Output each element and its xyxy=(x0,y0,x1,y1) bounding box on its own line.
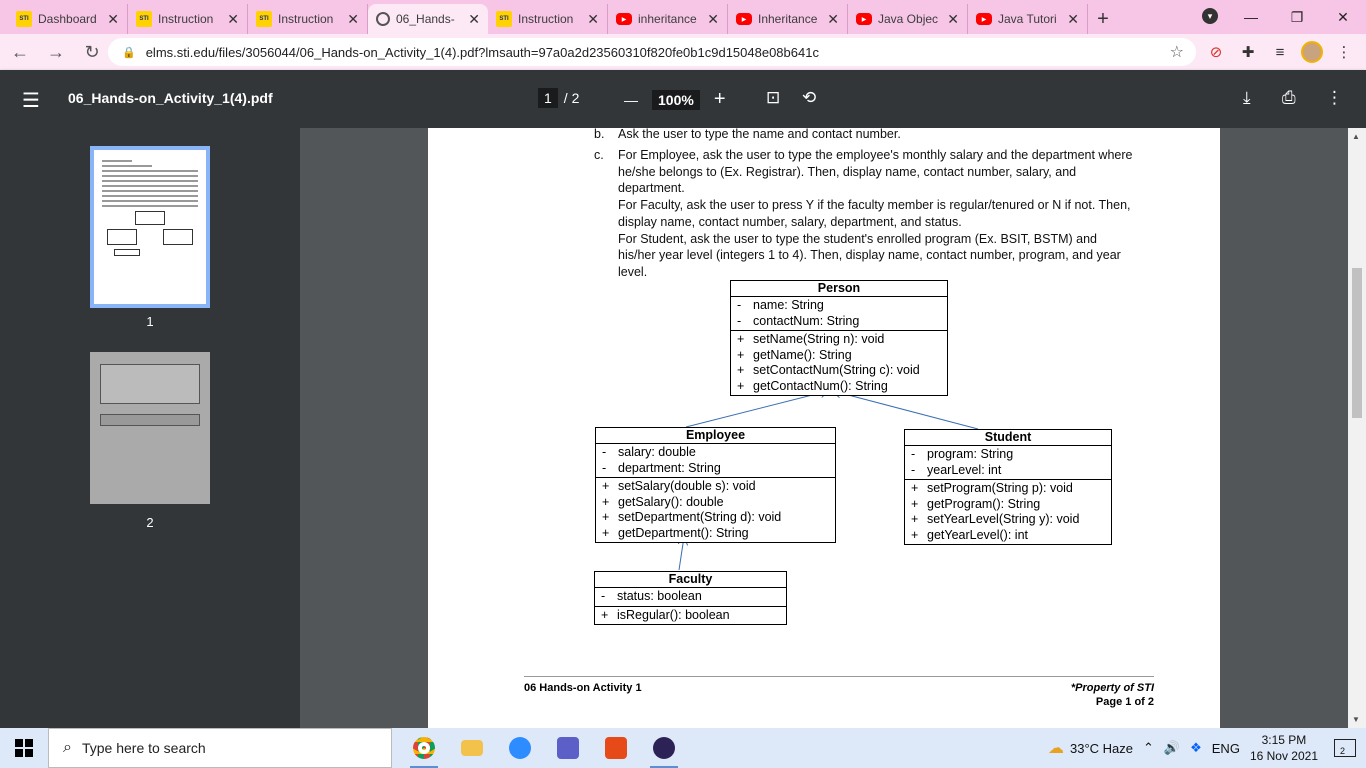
search-placeholder: Type here to search xyxy=(81,740,206,756)
reload-icon[interactable]: ↻ xyxy=(84,41,100,62)
visibility-symbol: + xyxy=(911,512,919,526)
sti-icon: STI xyxy=(256,11,272,27)
uml-attribute xyxy=(596,461,835,477)
uml-method xyxy=(731,363,947,379)
tab-title: Instruction xyxy=(278,12,334,26)
close-tab-icon[interactable]: ✕ xyxy=(1067,10,1079,27)
uml-method xyxy=(905,512,1111,528)
minimize-icon[interactable]: — xyxy=(1244,9,1258,25)
uml-class-name: Student xyxy=(905,430,1111,446)
visibility-symbol: + xyxy=(601,607,609,622)
windows-taskbar xyxy=(0,728,1366,768)
uml-class-name: Faculty xyxy=(595,572,786,588)
bookmark-star-icon[interactable]: ☆ xyxy=(1169,44,1184,61)
tab-title: Instruction xyxy=(158,12,214,26)
uml-attrs-section xyxy=(596,444,835,478)
footer-left: 06 Hands-on Activity 1 xyxy=(524,682,642,694)
download-icon[interactable]: ⤓ xyxy=(1243,88,1251,107)
scroll-down-icon[interactable]: ▼ xyxy=(1352,715,1360,724)
uml-class-faculty xyxy=(594,571,787,625)
pdf-toolbar xyxy=(0,70,1366,128)
globe-icon xyxy=(376,12,390,26)
media-control-icon[interactable]: ≡ xyxy=(1275,43,1285,61)
visibility-symbol: - xyxy=(911,447,916,461)
uml-method xyxy=(596,495,835,511)
zoom-in-icon[interactable]: + xyxy=(713,88,726,110)
zoom-app-icon[interactable] xyxy=(496,728,544,768)
uml-method xyxy=(595,608,786,624)
sti-icon: STI xyxy=(496,11,512,27)
visibility-symbol: - xyxy=(601,589,606,603)
uml-method xyxy=(596,526,835,542)
uml-attribute xyxy=(596,445,835,461)
uml-member-text: getName(): String xyxy=(753,347,852,362)
uml-method xyxy=(731,348,947,364)
youtube-icon: ▶ xyxy=(736,13,752,25)
youtube-icon: ▶ xyxy=(976,13,992,25)
visibility-symbol: + xyxy=(602,494,610,509)
volume-icon[interactable]: 🔊 xyxy=(1163,740,1181,755)
restore-icon[interactable]: ❐ xyxy=(1290,8,1304,25)
uml-method xyxy=(596,510,835,526)
thumbnail-sidebar xyxy=(0,128,300,728)
teams-app-icon[interactable] xyxy=(544,728,592,768)
browser-tab[interactable] xyxy=(488,4,608,34)
forward-icon[interactable]: → xyxy=(47,41,65,62)
close-tab-icon[interactable]: ✕ xyxy=(347,10,359,27)
rotate-icon[interactable]: ⟲ xyxy=(802,88,817,107)
vertical-scrollbar[interactable] xyxy=(1348,128,1366,728)
back-icon[interactable]: ← xyxy=(11,41,29,62)
visibility-symbol: + xyxy=(737,347,745,362)
uml-member-text: program: String xyxy=(927,447,1014,461)
tab-search-icon[interactable]: ▾ xyxy=(1202,8,1218,24)
visibility-symbol: - xyxy=(602,460,607,475)
sti-icon: STI xyxy=(136,11,152,27)
close-tab-icon[interactable]: ✕ xyxy=(468,10,480,27)
uml-method xyxy=(905,497,1111,513)
uml-member-text: setSalary(double s): void xyxy=(618,479,756,493)
page-number-input[interactable]: 1 xyxy=(538,88,558,108)
tab-title: inheritance xyxy=(638,12,697,26)
page-total: / 2 xyxy=(563,90,580,106)
sti-icon: STI xyxy=(16,11,32,27)
tab-title: Dashboard xyxy=(38,12,97,26)
clock[interactable]: 3:15 PM 16 Nov 2021 xyxy=(1249,733,1318,763)
browser-tab[interactable] xyxy=(968,4,1088,34)
blocker-extension-icon[interactable]: ⊘ xyxy=(1209,44,1223,61)
weather-text[interactable]: 33°C Haze xyxy=(1070,740,1134,756)
close-tab-icon[interactable]: ✕ xyxy=(587,10,599,27)
uml-attribute xyxy=(905,447,1111,463)
browser-toolbar xyxy=(0,34,1366,70)
uml-method xyxy=(731,379,947,395)
pdf-filename: 06_Hands-on_Activity_1(4).pdf xyxy=(68,90,273,106)
browser-tab[interactable] xyxy=(128,4,248,34)
uml-member-text: getProgram(): String xyxy=(927,496,1041,511)
start-button[interactable] xyxy=(0,728,48,768)
uml-attribute xyxy=(731,314,947,330)
new-tab-button[interactable]: + xyxy=(1097,7,1109,30)
close-window-icon[interactable]: ✕ xyxy=(1337,8,1349,25)
sidebar-menu-icon[interactable]: ☰ xyxy=(22,90,40,112)
scrollbar-thumb[interactable] xyxy=(1352,268,1362,418)
close-tab-icon[interactable]: ✕ xyxy=(107,10,119,27)
uml-member-text: contactNum: String xyxy=(753,313,860,328)
uml-methods-section xyxy=(731,331,947,395)
extensions-puzzle-icon[interactable]: ✚ xyxy=(1241,44,1255,61)
inheritance-arrow-employee xyxy=(686,391,828,427)
tab-strip xyxy=(0,0,1366,34)
thumbnail-label: 1 xyxy=(146,314,154,329)
visibility-symbol: + xyxy=(911,496,919,511)
list-item-c: c. For Employee, ask the user to type the employee's monthly salary and the department where he/she belongs to (Ex. Registrar). Then, display name, contact number, salary, and department. For Faculty, ask the user to press Y if the faculty member is regular/tenured or N if not. Then, display name, contact number, salary, department, and status. For Student, ask the user to type the student's enrolled program (Ex. BSIT, BSTM) and his/her year level (integers 1 to 4). Then, display name, contact number, program, and year level. xyxy=(594,148,1133,279)
system-tray xyxy=(1048,728,1366,768)
visibility-symbol: - xyxy=(602,445,607,459)
uml-class-person xyxy=(730,280,948,396)
uml-class-name: Employee xyxy=(596,428,835,444)
browser-tab[interactable] xyxy=(608,4,728,34)
window-controls xyxy=(1228,0,1366,34)
uml-methods-section xyxy=(905,480,1111,544)
page-thumbnail-2[interactable] xyxy=(90,352,210,504)
close-tab-icon[interactable]: ✕ xyxy=(227,10,239,27)
uml-attrs-section xyxy=(595,588,786,607)
visibility-symbol: + xyxy=(737,378,745,393)
file-explorer-icon[interactable] xyxy=(448,728,496,768)
eclipse-app-icon[interactable] xyxy=(640,728,688,768)
uml-method xyxy=(905,528,1111,544)
weather-icon[interactable]: ☁ xyxy=(1048,740,1064,757)
windows-logo-icon xyxy=(15,739,33,757)
taskbar-search[interactable] xyxy=(48,728,392,768)
uml-member-text: getYearLevel(): int xyxy=(927,527,1028,542)
tab-title: Java Tutori xyxy=(998,12,1057,26)
profile-avatar[interactable] xyxy=(1300,40,1324,64)
visibility-symbol: + xyxy=(602,525,610,540)
browser-tab[interactable] xyxy=(8,4,128,34)
uml-member-text: name: String xyxy=(753,298,824,312)
uml-member-text: department: String xyxy=(618,460,721,475)
browser-tab[interactable] xyxy=(728,4,848,34)
pdf-viewer[interactable] xyxy=(300,128,1348,728)
uml-attribute xyxy=(905,463,1111,479)
visibility-symbol: + xyxy=(737,363,745,377)
browser-tab[interactable] xyxy=(848,4,968,34)
footer-divider xyxy=(524,676,1154,677)
footer-property: *Property of STI xyxy=(1070,682,1154,694)
list-item-b: b. Ask the user to type the name and contact number. xyxy=(594,128,901,141)
more-options-icon[interactable]: ⋮ xyxy=(1326,88,1343,107)
uml-methods-section xyxy=(596,478,835,542)
uml-class-employee xyxy=(595,427,836,543)
browser-menu-icon[interactable]: ⋮ xyxy=(1336,44,1352,61)
visibility-symbol: - xyxy=(911,462,916,477)
language-indicator[interactable]: ENG xyxy=(1211,740,1240,756)
office-app-icon[interactable] xyxy=(592,728,640,768)
youtube-icon: ▶ xyxy=(856,13,872,25)
uml-methods-section xyxy=(595,607,786,625)
uml-method xyxy=(905,481,1111,497)
uml-member-text: getDepartment(): String xyxy=(618,525,749,540)
uml-class-name: Person xyxy=(731,281,947,297)
uml-member-text: salary: double xyxy=(618,445,696,459)
zoom-input[interactable]: 100% xyxy=(652,90,700,110)
scroll-up-icon[interactable]: ▲ xyxy=(1352,132,1360,141)
uml-member-text: setName(String n): void xyxy=(753,332,885,346)
footer-page: Page 1 of 2 xyxy=(1095,696,1154,708)
uml-class-student xyxy=(904,429,1112,545)
visibility-symbol: + xyxy=(602,479,610,493)
visibility-symbol: - xyxy=(737,298,742,312)
page-indicator xyxy=(538,88,579,108)
dropbox-icon[interactable]: ❖ xyxy=(1190,740,1202,755)
uml-member-text: status: boolean xyxy=(617,589,702,603)
tab-title: Inheritance xyxy=(758,12,818,26)
uml-attrs-section xyxy=(905,446,1111,480)
uml-member-text: setDepartment(String d): void xyxy=(618,510,782,524)
uml-member-text: setProgram(String p): void xyxy=(927,481,1073,495)
visibility-symbol: + xyxy=(737,332,745,346)
uml-member-text: getSalary(): double xyxy=(618,494,724,509)
search-icon: ⌕ xyxy=(63,739,72,756)
tab-title: 06_Hands- xyxy=(396,12,455,26)
uml-member-text: setContactNum(String c): void xyxy=(753,363,920,377)
uml-method xyxy=(596,479,835,495)
notification-center-icon[interactable]: 2 xyxy=(1334,739,1356,757)
print-icon[interactable]: ⎙ xyxy=(1282,88,1296,107)
browser-tab[interactable] xyxy=(368,4,488,34)
thumbnail-label: 2 xyxy=(146,515,154,530)
inheritance-arrow-student xyxy=(833,391,978,429)
address-bar[interactable] xyxy=(108,38,1196,66)
chrome-app-icon[interactable] xyxy=(400,728,448,768)
tray-overflow-icon[interactable]: ⌃ xyxy=(1143,740,1154,755)
uml-attribute xyxy=(595,589,786,605)
tab-title: Java Objec xyxy=(878,12,939,26)
zoom-out-icon[interactable]: — xyxy=(624,91,638,108)
pdf-page xyxy=(428,128,1220,728)
uml-member-text: setYearLevel(String y): void xyxy=(927,512,1080,526)
zoom-controls xyxy=(624,88,726,111)
uml-attrs-section xyxy=(731,297,947,331)
page-thumbnail-1[interactable] xyxy=(90,146,210,308)
browser-tab[interactable] xyxy=(248,4,368,34)
close-tab-icon[interactable]: ✕ xyxy=(947,10,959,27)
visibility-symbol: + xyxy=(911,527,919,542)
lock-icon[interactable]: 🔒 xyxy=(122,46,136,59)
uml-member-text: yearLevel: int xyxy=(927,462,1002,477)
uml-member-text: isRegular(): boolean xyxy=(617,607,730,622)
url-text: elms.sti.edu/files/3056044/06_Hands-on_Activity_1(4).pdf?lmsauth=97a0a2d23560310f820fe0b1c9d15048e08b641c xyxy=(145,44,819,60)
close-tab-icon[interactable]: ✕ xyxy=(707,10,719,27)
fit-page-icon[interactable]: ⊡ xyxy=(766,88,781,107)
uml-attribute xyxy=(731,298,947,314)
youtube-icon: ▶ xyxy=(616,13,632,25)
visibility-symbol: - xyxy=(737,313,742,328)
tab-title: Instruction xyxy=(518,12,574,26)
uml-member-text: getContactNum(): String xyxy=(753,378,888,393)
visibility-symbol: + xyxy=(602,510,610,524)
uml-method xyxy=(731,332,947,348)
close-tab-icon[interactable]: ✕ xyxy=(827,10,839,27)
visibility-symbol: + xyxy=(911,481,919,495)
